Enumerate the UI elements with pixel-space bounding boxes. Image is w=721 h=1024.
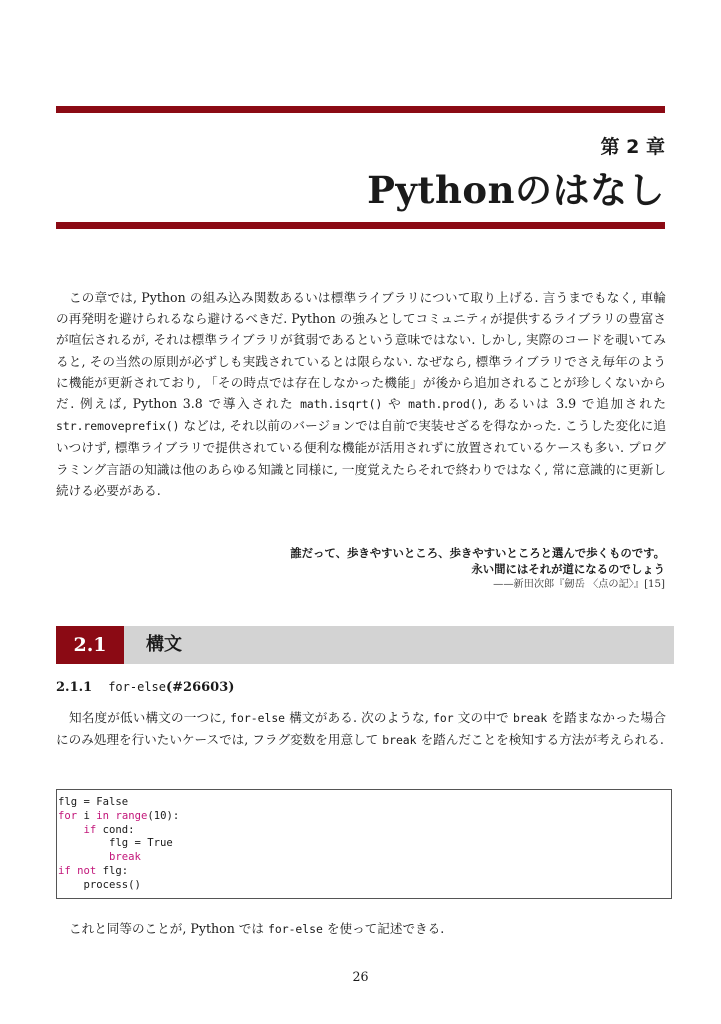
- inline-code-prod: math.prod(): [408, 397, 484, 412]
- code-line: for i in range(10):: [58, 809, 180, 822]
- code-line: if not flg:: [58, 864, 129, 877]
- para3-text-a: これと同等のことが, Python では: [69, 921, 268, 936]
- intro-text-1: この章では, Python の組み込み関数あるいは標準ライブラリについて取り上げる. 言うまでもなく, 車輪の再発明を避けられるなら避けるべきだ. Python の強みとしてコミュニティが提供するライブラリの豊富さが喧伝されるが, それは標準ライブラリが貧弱であるという意味ではない. しかし, 実際のコードを覗いてみると, その当然の原則が必ずしも実践されているとは限らない. なぜなら, 標準ライブラリでさえ毎年のように機能が更新されており, 「その時点では存在しなかった機能」が後から追加されることが珍しくないからだ. 例えば, Python 3.8 で導入された: [56, 290, 666, 412]
- section-heading: [56, 626, 674, 664]
- para2-text-e: を踏んだことを検知する方法が考えられる.: [416, 732, 664, 748]
- inline-code-break: break: [512, 711, 548, 725]
- epigraph-line-2: 永い間にはそれが道になるのでしょう: [471, 562, 665, 576]
- epigraph-citation: ——新田次郎『劒岳 〈点の記〉』[15]: [493, 579, 665, 590]
- code-line: flg = False: [58, 796, 129, 808]
- code-line: process(): [58, 878, 141, 891]
- para2-text-a: 知名度が低い構文の一つに,: [69, 710, 231, 725]
- code-line: break: [109, 851, 141, 864]
- para2-text-b: 構文がある. 次のような,: [285, 710, 434, 725]
- para3-text-b: を使って記述できる.: [322, 921, 445, 936]
- inline-code-for-else: for-else: [230, 711, 286, 725]
- closing-paragraph: [56, 918, 666, 940]
- header-rule-top: [56, 106, 665, 113]
- epigraph-line-1: 誰だって、歩きやすいところ、歩きやすいところと選んで歩くものです。: [290, 546, 665, 560]
- chapter-title: Pythonのはなし: [367, 168, 665, 212]
- inline-code-break-2: break: [382, 733, 417, 748]
- para2-text-c: 文の中で: [453, 710, 513, 725]
- header-rule-bottom: [56, 222, 665, 229]
- epigraph: [290, 545, 665, 593]
- intro-paragraph: [56, 287, 666, 501]
- section-number: 2.1: [56, 626, 124, 664]
- inline-code-for-else-2: for-else: [268, 922, 323, 936]
- subsection-code: for-else: [108, 680, 166, 694]
- section-title: 構文: [146, 634, 182, 655]
- intro-text-2: や: [382, 396, 409, 412]
- subsection-number: 2.1.1: [56, 680, 93, 695]
- intro-text-4: などは, それ以前のバージョンでは自前で実装せざるを得なかった. こうした変化に追いつけず, 標準ライブラリで提供されている便利な機能が活用されずに放置されているケースも多い. プログラミング言語の知識は他のあらゆる知識と同様に, 一度覚えたらそれで終わりではなく, 常に意識的に更新し続ける必要がある.: [56, 418, 666, 498]
- code-line: if cond:: [83, 823, 135, 836]
- intro-text-3: , あるいは 3.9 で追加された: [483, 396, 666, 412]
- subsection-suffix: (#26603): [166, 680, 235, 695]
- page-number: 26: [352, 969, 369, 984]
- code-listing: [56, 789, 672, 899]
- para2-text-d: を踏まなかった場合にのみ処理を行いたいケースでは, フラグ変数を用意して: [56, 710, 666, 748]
- inline-code-removeprefix: str.removeprefix(): [56, 419, 180, 434]
- code-block: [57, 790, 671, 893]
- inline-code-for: for: [433, 711, 454, 725]
- inline-code-isqrt: math.isqrt(): [300, 397, 383, 412]
- for-else-paragraph: [56, 707, 666, 751]
- chapter-label: 第 2 章: [600, 136, 665, 158]
- code-line: flg = True: [58, 837, 173, 850]
- subsection-heading: [56, 680, 234, 695]
